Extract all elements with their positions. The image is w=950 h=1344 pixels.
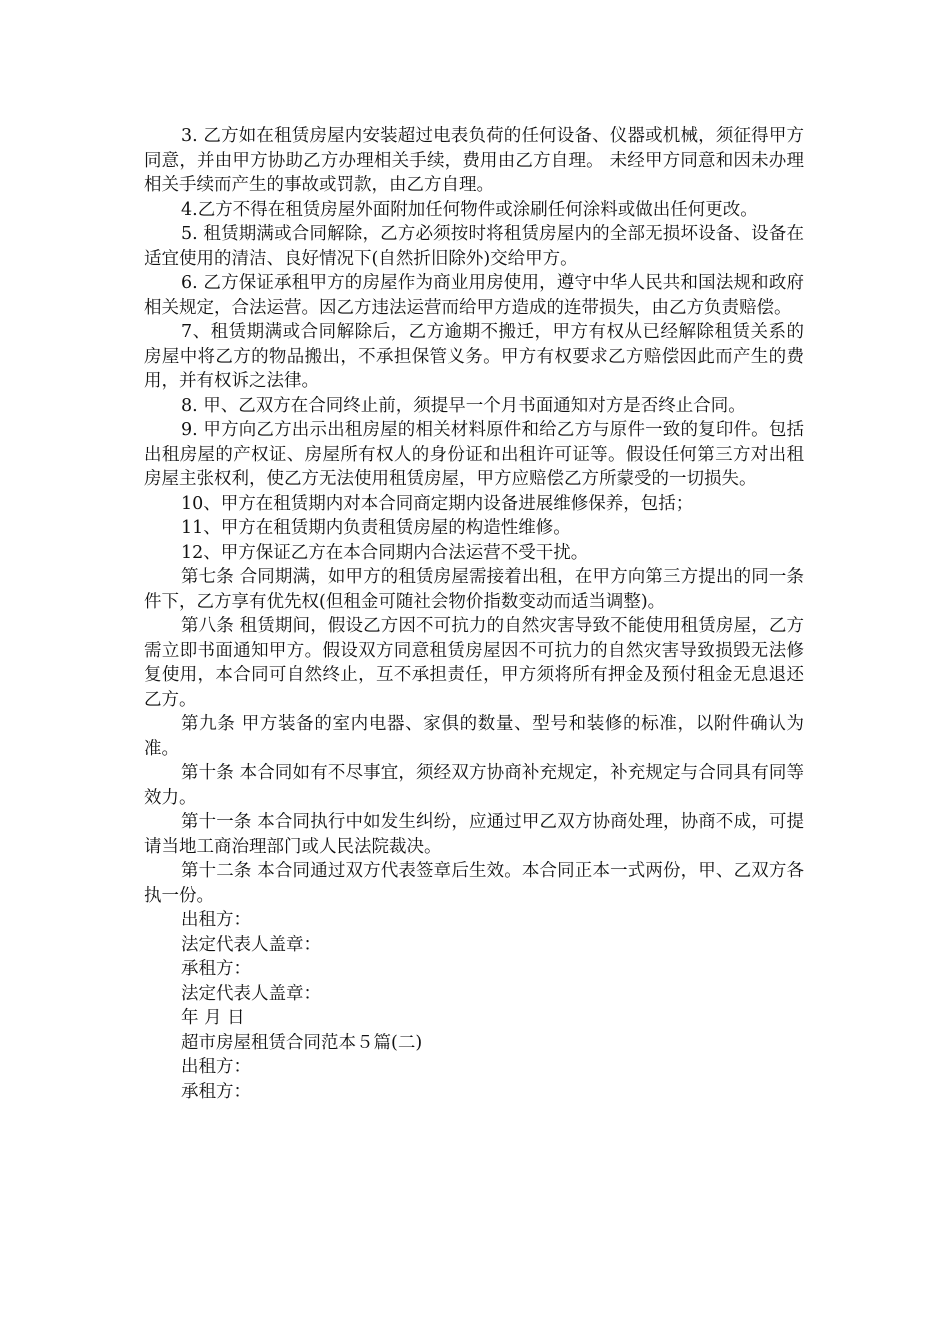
section-title: 超市房屋租赁合同范本５篇(二) bbox=[181, 1032, 423, 1053]
lessee-label-2: 承租方： bbox=[181, 1081, 251, 1102]
date-line: 年 月 日 bbox=[181, 1008, 245, 1028]
article-11: 第十一条 本合同执行中如发生纠纷，应通过甲乙双方协商处理，协商不成，可提请当地工商治理部门或人民法院裁决。 bbox=[144, 812, 804, 857]
document-body bbox=[144, 124, 804, 1104]
lessor-label-2: 出租方： bbox=[181, 1057, 251, 1077]
lessee-representative-seal: 法定代表人盖章： bbox=[181, 983, 321, 1004]
clause-3: 3. 乙方如在租赁房屋内安装超过电表负荷的任何设备、仪器或机械，须征得甲方同意，并由甲方协助乙方办理相关手续，费用由乙方自理。 未经甲方同意和因未办理相关手续而产生的事故或罚款，由乙方自理。 bbox=[144, 126, 804, 195]
article-7: 第七条 合同期满，如甲方的租赁房屋需接着出租，在甲方向第三方提出的同一条件下，乙方享有优先权(但租金可随社会物价指数变动而适当调整)。 bbox=[144, 567, 804, 612]
lessor-representative-seal: 法定代表人盖章： bbox=[181, 934, 321, 955]
clause-10: 10、甲方在租赁期内对本合同商定期内设备进展维修保养，包括； bbox=[181, 493, 694, 514]
clause-12: 12、甲方保证乙方在本合同期内合法运营不受干扰。 bbox=[181, 542, 589, 563]
article-9: 第九条 甲方装备的室内电器、家俱的数量、型号和装修的标准，以附件确认为准。 bbox=[144, 714, 804, 759]
clause-4: 4.乙方不得在租赁房屋外面附加任何物件或涂刷任何涂料或做出任何更改。 bbox=[181, 199, 758, 220]
lessor-label: 出租方： bbox=[181, 910, 251, 930]
article-12: 第十二条 本合同通过双方代表签章后生效。本合同正本一式两份，甲、乙双方各执一份。 bbox=[144, 861, 804, 906]
article-10: 第十条 本合同如有不尽事宜，须经双方协商补充规定，补充规定与合同具有同等效力。 bbox=[144, 763, 804, 808]
article-8: 第八条 租赁期间，假设乙方因不可抗力的自然灾害导致不能使用租赁房屋，乙方需立即书面通知甲方。假设双方同意租赁房屋因不可抗力的自然灾害导致损毁无法修复使用，本合同可自然终止，互不承担责任，甲方须将所有押金及预付租金无息退还乙方。 bbox=[144, 616, 804, 710]
clause-6: 6. 乙方保证承租甲方的房屋作为商业用房使用，遵守中华人民共和国法规和政府相关规定，合法运营。因乙方违法运营而给甲方造成的连带损失，由乙方负责赔偿。 bbox=[144, 273, 804, 318]
clause-7: 7、租赁期满或合同解除后，乙方逾期不搬迁，甲方有权从已经解除租赁关系的房屋中将乙方的物品搬出，不承担保管义务。甲方有权要求乙方赔偿因此而产生的费用，并有权诉之法律。 bbox=[144, 322, 804, 391]
clause-5: 5. 租赁期满或合同解除，乙方必须按时将租赁房屋内的全部无损坏设备、设备在适宜使用的清洁、良好情况下(自然折旧除外)交给甲方。 bbox=[144, 224, 804, 269]
clause-9: 9. 甲方向乙方出示出租房屋的相关材料原件和给乙方与原件一致的复印件。包括出租房屋的产权证、房屋所有权人的身份证和出租许可证等。假设任何第三方对出租房屋主张权利，使乙方无法使用租赁房屋，甲方应赔偿乙方所蒙受的一切损失。 bbox=[144, 420, 804, 489]
clause-8: 8. 甲、乙双方在合同终止前，须提早一个月书面通知对方是否终止合同。 bbox=[181, 395, 746, 416]
lessee-label: 承租方： bbox=[181, 959, 251, 979]
clause-11: 11、甲方在租赁期内负责租赁房屋的构造性维修。 bbox=[181, 518, 571, 538]
